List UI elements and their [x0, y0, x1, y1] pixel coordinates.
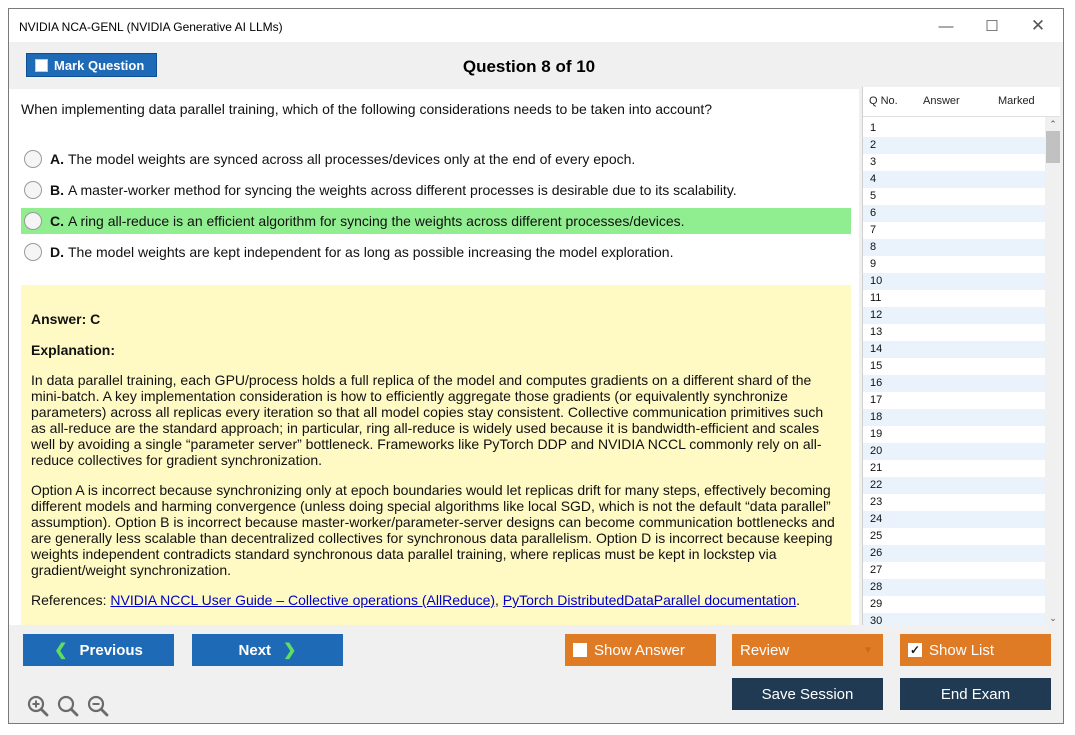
question-counter: Question 8 of 10 — [462, 57, 596, 76]
question-list-row[interactable]: 16 — [863, 375, 1045, 392]
zoom-out-icon[interactable] — [87, 695, 109, 717]
answer-label: Answer: C — [31, 311, 101, 327]
scroll-up-icon[interactable]: ⌃ — [1049, 119, 1057, 129]
app-window — [8, 8, 1064, 724]
caret-down-icon: ▼ — [863, 644, 873, 656]
question-list-row[interactable]: 2 — [863, 137, 1045, 154]
radio-icon[interactable] — [24, 212, 42, 230]
mark-question-label: Mark Question — [54, 57, 145, 73]
question-list-row[interactable]: 26 — [863, 545, 1045, 562]
question-list-row[interactable]: 23 — [870, 496, 883, 508]
list-scrollbar[interactable] — [1045, 117, 1060, 625]
question-list-row[interactable]: 29 — [870, 598, 883, 610]
question-panel — [9, 89, 859, 625]
show-answer-checkbox-icon[interactable] — [573, 643, 587, 657]
option-d[interactable] — [21, 239, 851, 265]
radio-icon[interactable] — [24, 181, 42, 199]
chevron-right-icon: ❯ — [283, 642, 297, 659]
option-letter: B. — [50, 182, 64, 198]
option-c[interactable] — [21, 208, 851, 234]
question-list-row[interactable]: 7 — [870, 224, 877, 236]
question-list-row[interactable]: 9 — [870, 258, 877, 270]
option-letter: A. — [50, 151, 64, 167]
zoom-controls — [27, 695, 109, 717]
question-list-row[interactable]: 20 — [863, 443, 1045, 460]
references — [31, 592, 841, 608]
question-list-row[interactable]: 17 — [870, 394, 883, 406]
zoom-reset-icon[interactable] — [57, 695, 79, 717]
reference-link-nccl[interactable]: NVIDIA NCCL User Guide – Collective operations (AllReduce) — [110, 592, 496, 608]
question-list-row[interactable]: 12 — [863, 307, 1045, 324]
previous-button[interactable] — [23, 634, 174, 666]
question-list-row[interactable]: 6 — [863, 205, 1045, 222]
show-list-checkbox-icon[interactable]: ✓ — [909, 643, 921, 657]
option-text: A ring all-reduce is an efficient algorithm for syncing the weights across different processes/devices. — [68, 213, 685, 229]
question-list-row[interactable]: 18 — [863, 409, 1045, 426]
reference-end: . — [796, 592, 801, 608]
option-letter: D. — [50, 244, 64, 260]
references-label: References: — [31, 592, 111, 608]
question-list-row[interactable]: 1 — [870, 122, 877, 134]
review-label: Review — [740, 641, 790, 659]
end-exam-button[interactable] — [900, 678, 1051, 710]
save-session-button[interactable] — [732, 678, 883, 710]
question-list-row[interactable]: 15 — [870, 360, 883, 372]
chevron-left-icon: ❮ — [54, 642, 68, 659]
footer-toolbar — [9, 625, 1063, 724]
maximize-icon[interactable]: ☐ — [985, 18, 999, 35]
option-text: The model weights are synced across all processes/devices only at the end of every epoch. — [68, 151, 636, 167]
reference-separator: , — [495, 592, 503, 608]
previous-label: Previous — [79, 641, 143, 659]
scroll-thumb[interactable] — [1046, 131, 1060, 163]
option-text: The model weights are kept independent for as long as possible increasing the model exploration. — [68, 244, 674, 260]
next-label: Next — [238, 641, 272, 659]
question-list-row[interactable]: 14 — [863, 341, 1045, 358]
question-list-row[interactable]: 10 — [863, 273, 1045, 290]
show-answer-button[interactable] — [565, 634, 716, 666]
col-qno: Q No. — [869, 95, 898, 107]
radio-icon[interactable] — [24, 243, 42, 261]
end-exam-label: End Exam — [940, 685, 1011, 703]
question-list-row[interactable]: 27 — [870, 564, 883, 576]
question-list-row[interactable]: 21 — [870, 462, 883, 474]
explanation-heading: Explanation: — [31, 342, 116, 358]
col-answer: Answer — [923, 95, 960, 107]
show-list-button[interactable] — [900, 634, 1051, 666]
question-list-row[interactable]: 13 — [870, 326, 883, 338]
window-title: NVIDIA NCA-GENL (NVIDIA Generative AI LLMs) — [19, 20, 283, 34]
show-list-label: Show List — [929, 641, 995, 659]
question-text: When implementing data parallel training, which of the following considerations needs to be taken into account? — [21, 101, 713, 117]
question-list-row[interactable]: 25 — [870, 530, 883, 542]
question-list-row[interactable]: 19 — [870, 428, 883, 440]
next-button[interactable] — [192, 634, 343, 666]
question-list-row[interactable]: 24 — [863, 511, 1045, 528]
question-list-row[interactable]: 8 — [863, 239, 1045, 256]
explanation-paragraph: Option A is incorrect because synchronizing only at epoch boundaries would let replicas drift for many steps, effectively becoming different models and harming convergence (unless doing special algorithms like local SGD, which is not the default “data parallel” assumption). Option B is incorrect because master-worker/parameter-server designs can become communication bottlenecks and are generally less scalable than decentralized collectives for synchronous data parallelism. Option D is incorrect because keeping weights independent contradicts standard synchronous data parallel training, where replicas must be kept in lockstep via gradient/weight synchronization. — [31, 482, 835, 578]
option-a[interactable] — [21, 146, 851, 172]
question-list-row[interactable]: 30 — [863, 613, 1045, 625]
review-dropdown[interactable] — [732, 634, 883, 666]
zoom-in-icon[interactable] — [27, 695, 49, 717]
scroll-down-icon[interactable]: ⌄ — [1049, 613, 1057, 623]
radio-icon[interactable] — [24, 150, 42, 168]
question-list — [862, 87, 1060, 625]
question-list-row[interactable]: 28 — [863, 579, 1045, 596]
explanation-paragraph: In data parallel training, each GPU/process holds a full replica of the model and computes gradients on a different shard of the mini-batch. A key implementation consideration is how to efficiently aggregate those gradients (or equivalently synchronize parameters) across all replicas every iteration so that all model copies stay consistent. Collective communication primitives such as all-reduce are the standard approach; in particular, ring all-reduce is widely used because it is bandwidth-efficient and scales well by avoiding a single “parameter server” bottleneck. Frameworks like PyTorch DDP and NVIDIA NCCL commonly rely on all-reduce collectives for gradient synchronization. — [31, 372, 824, 468]
close-icon[interactable]: ✕ — [1030, 16, 1046, 35]
explanation-box — [21, 285, 851, 625]
question-list-row[interactable]: 11 — [870, 292, 882, 304]
minimize-icon[interactable]: — — [938, 17, 954, 35]
show-answer-label: Show Answer — [594, 641, 685, 659]
question-list-row[interactable]: 22 — [863, 477, 1045, 494]
question-list-row[interactable]: 5 — [870, 190, 877, 202]
save-session-label: Save Session — [761, 685, 854, 703]
reference-link-pytorch[interactable]: PyTorch DistributedDataParallel documentation — [502, 592, 797, 608]
option-letter: C. — [50, 213, 64, 229]
question-list-row[interactable]: 3 — [870, 156, 877, 168]
option-text: A master-worker method for syncing the weights across different processes is desirable due to its scalability. — [68, 182, 737, 198]
col-marked: Marked — [998, 95, 1035, 107]
question-list-header — [863, 87, 1060, 117]
title-bar — [9, 9, 1063, 42]
option-b[interactable] — [21, 177, 851, 203]
question-list-row[interactable]: 4 — [863, 171, 1045, 188]
